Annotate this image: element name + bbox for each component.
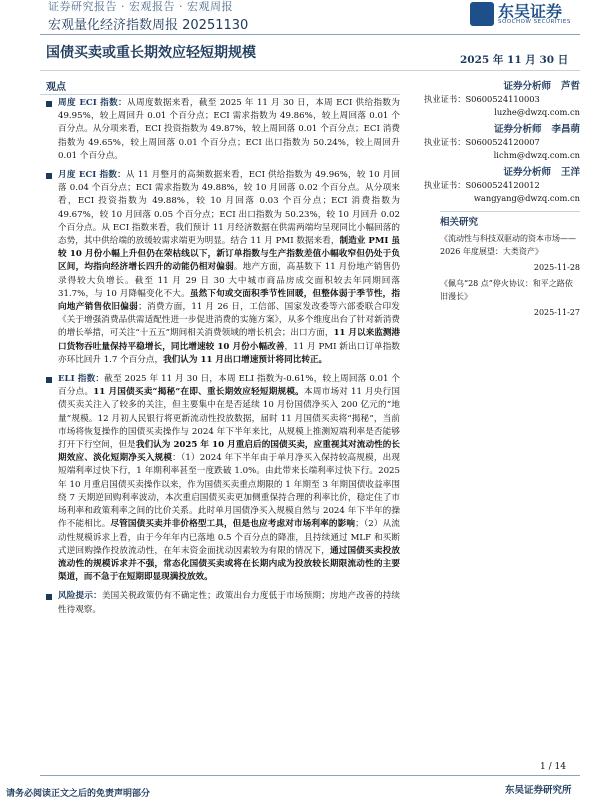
- logo-subtitle: SOOCHOW SECURITIES: [498, 19, 571, 25]
- paragraph-emphasis: 虽然下旬或交面积季节性回暖，但整体弱于季节性，指向地产销售依旧偏弱: [58, 288, 400, 313]
- footer-organization: 东吴证券研究所: [505, 785, 572, 796]
- paragraph-monthly-eci: [44, 169, 400, 367]
- divider: [40, 775, 580, 776]
- paragraph-lead: ELI 指数：: [58, 374, 105, 385]
- paragraph-weekly-eci: [44, 97, 400, 163]
- square-bullet-icon: [46, 377, 52, 383]
- breadcrumb: 证券研究报告 · 宏观报告 · 宏观周报: [48, 0, 233, 13]
- analyst-block: [424, 80, 580, 119]
- paragraph-text: ；消费方面，11 月 26 日，工信部、国家发改委等六部委联合印发《关于增强消费品供需适配性进一步促进消费的实施方案》，从多个维度出台了针对新消费的增长举措，可关注“十五五”期间相关消费领域的增长机会；出口方面，: [58, 302, 400, 339]
- paragraph-emphasis: 制造业 PMI 虽较 10 月份小幅上升但仍在荣枯线以下，新订单指数与生产指数差值小幅收窄但仍处于负区间，均指向经济增长四升的动能仍相对偏弱: [58, 236, 400, 273]
- divider: [40, 70, 580, 71]
- analyst-cert: 执业证书：S0600524110003: [424, 94, 540, 104]
- report-date: 2025 年 11 月 30 日: [460, 54, 569, 66]
- paragraph-text: 从 11 月整月的高频数据来看，ECI 供给指数为 49.96%，较 10 月回落 0.04 个百分点；ECI 需求指数为 49.88%，较 10 月回落 0.02 个百分点。从分项来看，ECI 投资指数为 49.88%，较 10 月回落 0.03 个百分点；ECI 消费指数为 49.67%，较 10 月回落 0.05 个百分点；ECI 出口指数为 50.23%，较 10 月回升 0.02 个百分点。从 ECI 指数来看，我们预计 11 月经济数据在供需两端均呈现同比小幅回落的态势，其中供给端的放缓较需求端更为明显。结合 11 月 PMI 数据来看，: [58, 170, 400, 247]
- main-content: [44, 97, 400, 623]
- paragraph-emphasis: 尽管国债买卖并非价格型工具，但是也应考虑对市场利率的影响: [110, 519, 356, 530]
- square-bullet-icon: [46, 594, 52, 600]
- logo-icon: [470, 2, 494, 26]
- paragraph-lead: 周度 ECI 指数：: [58, 98, 128, 108]
- related-research-link[interactable]: 《佩乌“28 点”停火协议：和平之路依旧漫长》: [440, 279, 573, 301]
- paragraph-emphasis: 11 月国债买卖“揭秘”在即、重长期效应轻短期规模。: [93, 387, 304, 398]
- paragraph-text: 。地产方面，高基数下 11 月份地产销售仍录得较大负增长。截至 11 月 29 日 30 大中城市商品房成交面积较去年同期回落 31.7%，与 10 月降幅变化不大。: [58, 262, 400, 299]
- paragraph-text: ，11 月 PMI 新出口订单指数亦环比回升 1.7 个百分点，: [58, 341, 400, 365]
- square-bullet-icon: [46, 101, 52, 107]
- related-research-date: 2025-11-27: [533, 308, 580, 317]
- paragraph-text: ；（2）从流动性规模诉求上看，由于今年年内已落地 0.5 个百分点的降准，且持续通过 MLF 和买断式逆回购操作投放流动性，在年末资金面扰动因素较为有限的情况下，: [58, 519, 400, 556]
- page-title: 国债买卖或重长期效应轻短期规模: [46, 45, 256, 61]
- related-research-link[interactable]: 《流动性与科技双驱动的资本市场——2026 年度展望：大类资产》: [440, 234, 576, 256]
- analyst-cert: 执业证书：S0600524120012: [424, 180, 540, 190]
- paragraph-emphasis: 我们认为 11 月出口增速预计将同比转正。: [163, 354, 328, 365]
- analyst-block: [424, 166, 580, 205]
- paragraph-eli: [44, 373, 400, 584]
- analyst-role: 证券分析师: [503, 167, 551, 178]
- paragraph-text: 美国关税政策仍有不确定性；政策出台力度低于市场预期；房地产改善的持续性待观察。: [58, 591, 400, 615]
- paragraph-text: ：（1）2024 年下半年由于单月净买入保持较高规模，出现短端利率过快下行，1 年期利率甚至一度跌破 1.0%。由此带来长端利率过快下行。2025 年 10 月重启国债买卖操作以来，作为国债买卖重点期限的 1 年期至 3 年期国债收益率围绕 7 天期逆回购利率波动，本次重启国债买卖更加侧重保持合理的利率比价，稳定住了市场利率和政策利率之间的比价关系。此时单月国债净买入规模自然与 2024 年下半年的操作不能相比。: [58, 453, 400, 530]
- sidebar: [424, 80, 580, 319]
- paragraph-lead: 月度 ECI 指数：: [58, 170, 126, 181]
- divider: [40, 34, 580, 35]
- paragraph-text: 本周市场对 11 月央行国债买卖关注入了较多的关注，但主要集中在是否延续 10 月份国债净买入 200 亿元的“地量”规模。12 月初人民银行将更新流动性投放数据，届时 11 月国债买卖将“揭秘”，当前市场将恢复操作的国债买卖操作与 2024 年下半年来比，从规模上推测短端利率是否能够打开下行空间，但是: [58, 387, 400, 451]
- analyst-block: [424, 123, 580, 162]
- paragraph-lead: 风险提示：: [58, 591, 102, 602]
- analyst-email[interactable]: luzhe@dwzq.com.cn: [494, 107, 580, 117]
- analyst-role: 证券分析师: [493, 124, 542, 135]
- paragraph-emphasis: 我们认为 2025 年 10 月重启后的国债买卖，应重视其对流动性的长期效应、淡化短期净买入规模: [58, 440, 400, 464]
- analyst-name: 芦哲: [560, 81, 580, 92]
- paragraph-risk: [44, 590, 400, 616]
- analyst-name: 王洋: [560, 167, 580, 178]
- paragraph-emphasis: 11 月以来监测港口货物吞吐量保持平稳增长，同比增速较 10 月份小幅改善: [58, 328, 400, 352]
- related-research-heading: 相关研究: [440, 217, 479, 228]
- paragraph-text: 截至 2025 年 11 月 30 日，本周 ELI 指数为-0.61%，较上周回落 0.01 个百分点。: [58, 374, 400, 398]
- divider: [40, 94, 400, 95]
- logo-name: 东吴证券: [498, 2, 563, 21]
- analyst-email[interactable]: wangyang@dwzq.com.cn: [473, 193, 580, 203]
- analyst-name: 李昌萌: [551, 124, 580, 135]
- paragraph-text: 从周度数据来看，截至 2025 年 11 月 30 日，本周 ECI 供给指数为 49.95%，较上周回升 0.01 个百分点；ECI 需求指数为 49.86%，较上周回落 0.01 个百分点。从分项来看，ECI 投资指数为 49.87%，较上周回落 0.01 个百分点；ECI 消费指数为 49.65%，较上周回落 0.01 个百分点；ECI 出口指数为 50.24%，较上周回升 0.01 个百分点。: [58, 98, 400, 161]
- related-research-date: 2025-11-28: [533, 263, 580, 272]
- analyst-role: 证券分析师: [503, 81, 551, 92]
- divider: [440, 211, 580, 212]
- page-number: 1 / 14: [540, 762, 566, 772]
- analyst-email[interactable]: lichm@dwzq.com.cn: [493, 150, 580, 160]
- disclaimer-note: 请务必阅读正文之后的免责声明部分: [6, 789, 151, 799]
- paragraph-emphasis: 通过国债买卖投放流动性的规模诉求并不强，常态化国债买卖或将在长期内成为投放较长期限流动性的主要渠道，而不急于在短期即显现满投放效。: [58, 545, 400, 583]
- series-title: 宏观量化经济指数周报 20251130: [48, 18, 249, 33]
- section-label: 观点: [46, 82, 66, 93]
- analyst-cert: 执业证书：S0600524120007: [424, 137, 540, 147]
- square-bullet-icon: [46, 173, 52, 179]
